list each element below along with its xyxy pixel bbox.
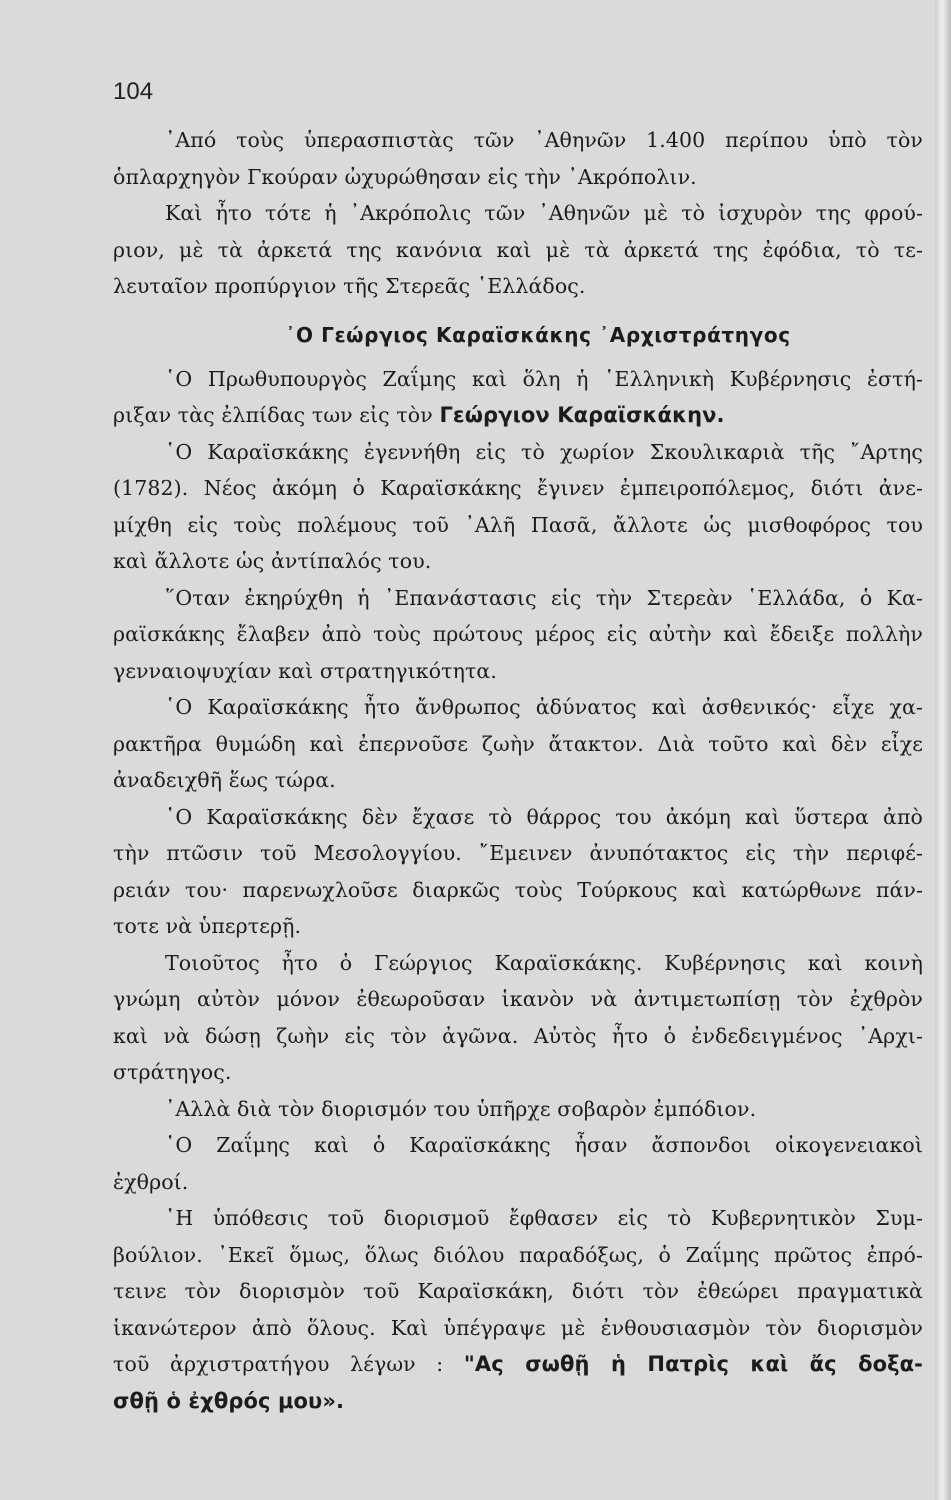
emphasis-text: "Ας σωθῇ ἡ Πατρὶς καὶ ἄς δοξα-	[463, 1352, 923, 1376]
text-line	[113, 1310, 923, 1347]
text-run: καὶ νὰ δώσῃ ζωὴν εἰς τὸν ἀγῶνα. Αὐτὸς ἦτο ὁ ἐνδεδειγμένος ᾿Αρχι-	[113, 1023, 923, 1048]
emphasis-text: σθῇ ὁ ἐχθρός μου».	[113, 1388, 345, 1413]
text-line	[113, 1164, 923, 1201]
text-line	[113, 1091, 923, 1128]
text-line	[113, 616, 923, 653]
text-run: ἐχθροί.	[113, 1169, 189, 1194]
text-line	[113, 872, 923, 909]
text-run: (1782). Νέος ἀκόμη ὁ Καραϊσκάκης ἔγινεν ἐμπειροπόλεμος, διότι ἀνε-	[113, 476, 923, 500]
text-line	[113, 397, 923, 434]
text-line	[113, 1200, 923, 1237]
text-run: γνώμη αὐτὸν μόνον ἐθεωροῦσαν ἱκανὸν νὰ ἀντιμετωπίσῃ τὸν ἐχθρὸν	[113, 987, 923, 1011]
text-run: γενναιοψυχίαν καὶ στρατηγικότητα.	[113, 658, 497, 683]
text-line	[113, 981, 923, 1018]
text-line	[113, 1383, 923, 1420]
text-run: ῾Ο Καραϊσκάκης ἐγεννήθη εἰς τὸ χωρίον Σκουλικαριὰ τῆς ῎Αρτης	[165, 439, 923, 464]
text-line	[113, 908, 923, 945]
text-line	[113, 799, 923, 836]
text-line	[113, 1127, 923, 1164]
text-run: ῾Ο Καραϊσκάκης ἦτο ἄνθρωπος ἀδύνατος καὶ ἀσθενικός· εἶχε χα-	[165, 695, 923, 719]
text-run: καὶ ἄλλοτε ὡς ἀντίπαλός του.	[113, 549, 432, 573]
text-run: ῾Ο Ζαΐμης καὶ ὁ Καραϊσκάκης ἦσαν ἄσπονδοι οἰκογενειακοὶ	[165, 1133, 923, 1157]
page-edge	[935, 0, 951, 1500]
text-run: τοτε νὰ ὑπερτερῇ.	[113, 914, 302, 938]
emphasis-text: Γεώργιον Καραϊσκάκην.	[439, 403, 725, 427]
text-line	[113, 361, 923, 398]
text-run: μίχθη εἰς τοὺς πολέμους τοῦ ᾿Αλῆ Πασᾶ, ἄλλοτε ὡς μισθοφόρος του	[113, 512, 923, 537]
text-line: λευταῖον προπύργιον τῆς Στερεᾶς ῾Ελλάδος.	[113, 274, 586, 298]
body-text	[113, 122, 923, 1419]
text-run: ἀναδειχθῆ ἕως τώρα.	[113, 768, 336, 792]
section-paragraphs	[113, 361, 923, 1420]
section-heading: ᾿Ο Γεώργιος Καραϊσκάκης ᾿Αρχιστράτηγος	[285, 322, 791, 347]
text-line	[113, 653, 923, 690]
text-run: ρειάν του· παρενωχλοῦσε διαρκῶς τοὺς Τούρκους καὶ κατώρθωνε πάν-	[113, 877, 923, 902]
text-line	[113, 1273, 923, 1310]
text-line	[113, 762, 923, 799]
text-run: ᾿Αλλὰ διὰ τὸν διορισμόν του ὑπῆρχε σοβαρὸν ἐμπόδιον.	[165, 1096, 757, 1121]
text-run: Τοιοῦτος ἦτο ὁ Γεώργιος Καραϊσκάκης. Κυβέρνησις καὶ κοινὴ	[165, 950, 923, 975]
text-line	[113, 1018, 923, 1055]
text-line	[113, 470, 923, 507]
text-line	[113, 726, 923, 763]
text-run: τεινε τὸν διορισμὸν τοῦ Καραϊσκάκη, διότι τὸν ἐθεώρει πραγματικὰ	[113, 1279, 923, 1303]
text-run: ριξαν τὰς ἐλπίδας των εἰς τὸν	[113, 403, 440, 427]
text-run: ῾Η ὑπόθεσις τοῦ διορισμοῦ ἔφθασεν εἰς τὸ Κυβερνητικὸν Συμ-	[165, 1206, 923, 1230]
text-line: ριον, μὲ τὰ ἀρκετά της κανόνια καὶ μὲ τὰ ἀρκετά της ἐφόδια, τὸ τε-	[113, 237, 923, 262]
text-line	[113, 1346, 923, 1383]
text-run: τοῦ ἀρχιστρατήγου λέγων :	[113, 1352, 464, 1376]
text-run: τὴν πτῶσιν τοῦ Μεσολογγίου. ῎Εμεινεν ἀνυπότακτος εἰς τὴν περιφέ-	[113, 841, 923, 865]
text-run: ἱκανώτερον ἀπὸ ὅλους. Καὶ ὑπέγραψε μὲ ἐνθουσιασμὸν τὸν διορισμὸν	[113, 1315, 923, 1340]
text-run: ραϊσκάκης ἔλαβεν ἀπὸ τοὺς πρώτους μέρος εἰς αὐτὴν καὶ ἔδειξε πολλὴν	[113, 622, 923, 646]
text-line	[113, 507, 923, 544]
text-line	[113, 543, 923, 580]
page-number: 104	[113, 78, 154, 105]
text-line	[113, 945, 923, 982]
text-run: βούλιον. ᾿Εκεῖ ὅμως, ὅλως διόλου παραδόξως, ὁ Ζαΐμης πρῶτος ἐπρό-	[113, 1242, 923, 1267]
intro-paragraphs	[113, 122, 923, 305]
text-run: στράτηγος.	[113, 1060, 232, 1084]
text-run: ῾Ο Πρωθυπουργὸς Ζαΐμης καὶ ὅλη ἡ ῾Ελληνικὴ Κυβέρνησις ἐστή-	[165, 366, 923, 391]
text-line	[113, 835, 923, 872]
text-run: ρακτῆρα θυμώδη καὶ ἐπερνοῦσε ζωὴν ἄτακτον. Διὰ τοῦτο καὶ δὲν εἶχε	[113, 731, 923, 756]
text-line: ὁπλαρχηγὸν Γκούραν ὠχυρώθησαν εἰς τὴν ᾿Ακρόπολιν.	[113, 164, 697, 189]
text-line	[113, 580, 923, 617]
text-line	[113, 434, 923, 471]
text-line	[113, 689, 923, 726]
text-line: Καὶ ἦτο τότε ἡ ᾿Ακρόπολις τῶν ᾿Αθηνῶν μὲ τὸ ἰσχυρὸν της φρού-	[165, 201, 923, 225]
text-line	[113, 1054, 923, 1091]
text-line: ᾿Από τοὺς ὑπερασπιστὰς τῶν ᾿Αθηνῶν 1.400 περίπου ὑπὸ τὸν	[165, 128, 923, 152]
text-line	[113, 1237, 923, 1274]
text-run: ῾Ο Καραϊσκάκης δὲν ἔχασε τὸ θάρρος του ἀκόμη καὶ ὕστερα ἀπὸ	[165, 804, 923, 829]
text-run: ῞Οταν ἐκηρύχθη ἡ ᾿Επανάστασις εἰς τὴν Στερεὰν ῾Ελλάδα, ὁ Κα-	[165, 585, 923, 610]
